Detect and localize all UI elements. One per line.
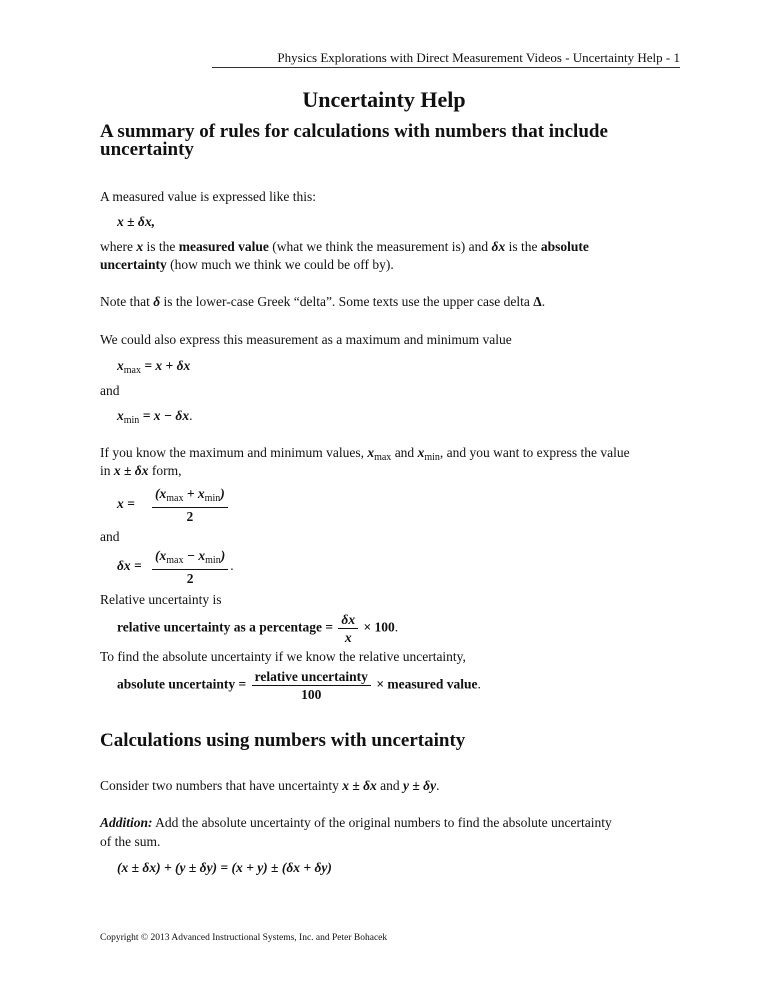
page-title: Uncertainty Help	[302, 87, 466, 112]
paragraph: Relative uncertainty is	[100, 592, 222, 607]
paragraph-ifknow-2: in x ± δx form,	[100, 463, 182, 478]
section-heading-summary: A summary of rules for calculations with numbers that include uncertainty	[100, 121, 608, 160]
text-and: and	[100, 529, 120, 544]
section-heading-calculations: Calculations using numbers with uncertainty	[100, 730, 466, 751]
paragraph: A measured value is expressed like this:	[100, 189, 316, 204]
paragraph-addition: Addition: Add the absolute uncertainty of the original numbers to find the absolute uncertainty	[100, 815, 612, 830]
text-and: and	[100, 383, 120, 398]
equation-min: $x_{min} = x - \delta x$.	[117, 408, 193, 426]
paragraph: To find the absolute uncertainty if we know the relative uncertainty,	[100, 649, 466, 664]
paragraph: We could also express this measurement as a maximum and minimum value	[100, 332, 512, 347]
paragraph-ifknow: If you know the maximum and minimum values, $x_{max}$ and $x_{min}$, and you want to express the value	[100, 445, 630, 463]
paragraph-addition-2: of the sum.	[100, 834, 161, 849]
equation-dx-half-range: δx = $\frac{(x_{max} - x_{min})}{2}$ .	[117, 548, 234, 586]
equation-max: $x_{max} = x + \delta x$	[117, 358, 191, 376]
equation-addition: (x ± δx) + (y ± δy) = (x + y) ± (δx + δy)	[117, 860, 332, 875]
equation-x-mean: x = $\frac{(x_{max} + x_{min})}{2}$	[117, 485, 230, 525]
paragraph-where: where x is the measured value (what we think the measurement is) and δx is the absolute	[100, 239, 589, 254]
equation-relative-uncertainty: relative uncertainty as a percentage = $\frac{\delta x}{x}$ × 100.	[117, 612, 399, 645]
header-rule	[212, 67, 680, 68]
paragraph-note: Note that δ is the lower-case Greek “delta”. Some texts use the upper case delta Δ.	[100, 294, 546, 309]
footer-copyright: Copyright © 2013 Advanced Instructional Systems, Inc. and Peter Bohacek	[100, 933, 388, 943]
paragraph-consider: Consider two numbers that have uncertainty x ± δx and y ± δy.	[100, 778, 440, 793]
equation-absolute-uncertainty: absolute uncertainty = $\frac{\text{relative uncertainty}}{100}$ × measured value.	[117, 669, 481, 702]
running-header: Physics Explorations with Direct Measurement Videos - Uncertainty Help - 1	[277, 50, 680, 65]
equation-measured: x ± δx,	[117, 214, 155, 229]
paragraph-where-2: uncertainty (how much we think we could be off by).	[100, 257, 394, 272]
